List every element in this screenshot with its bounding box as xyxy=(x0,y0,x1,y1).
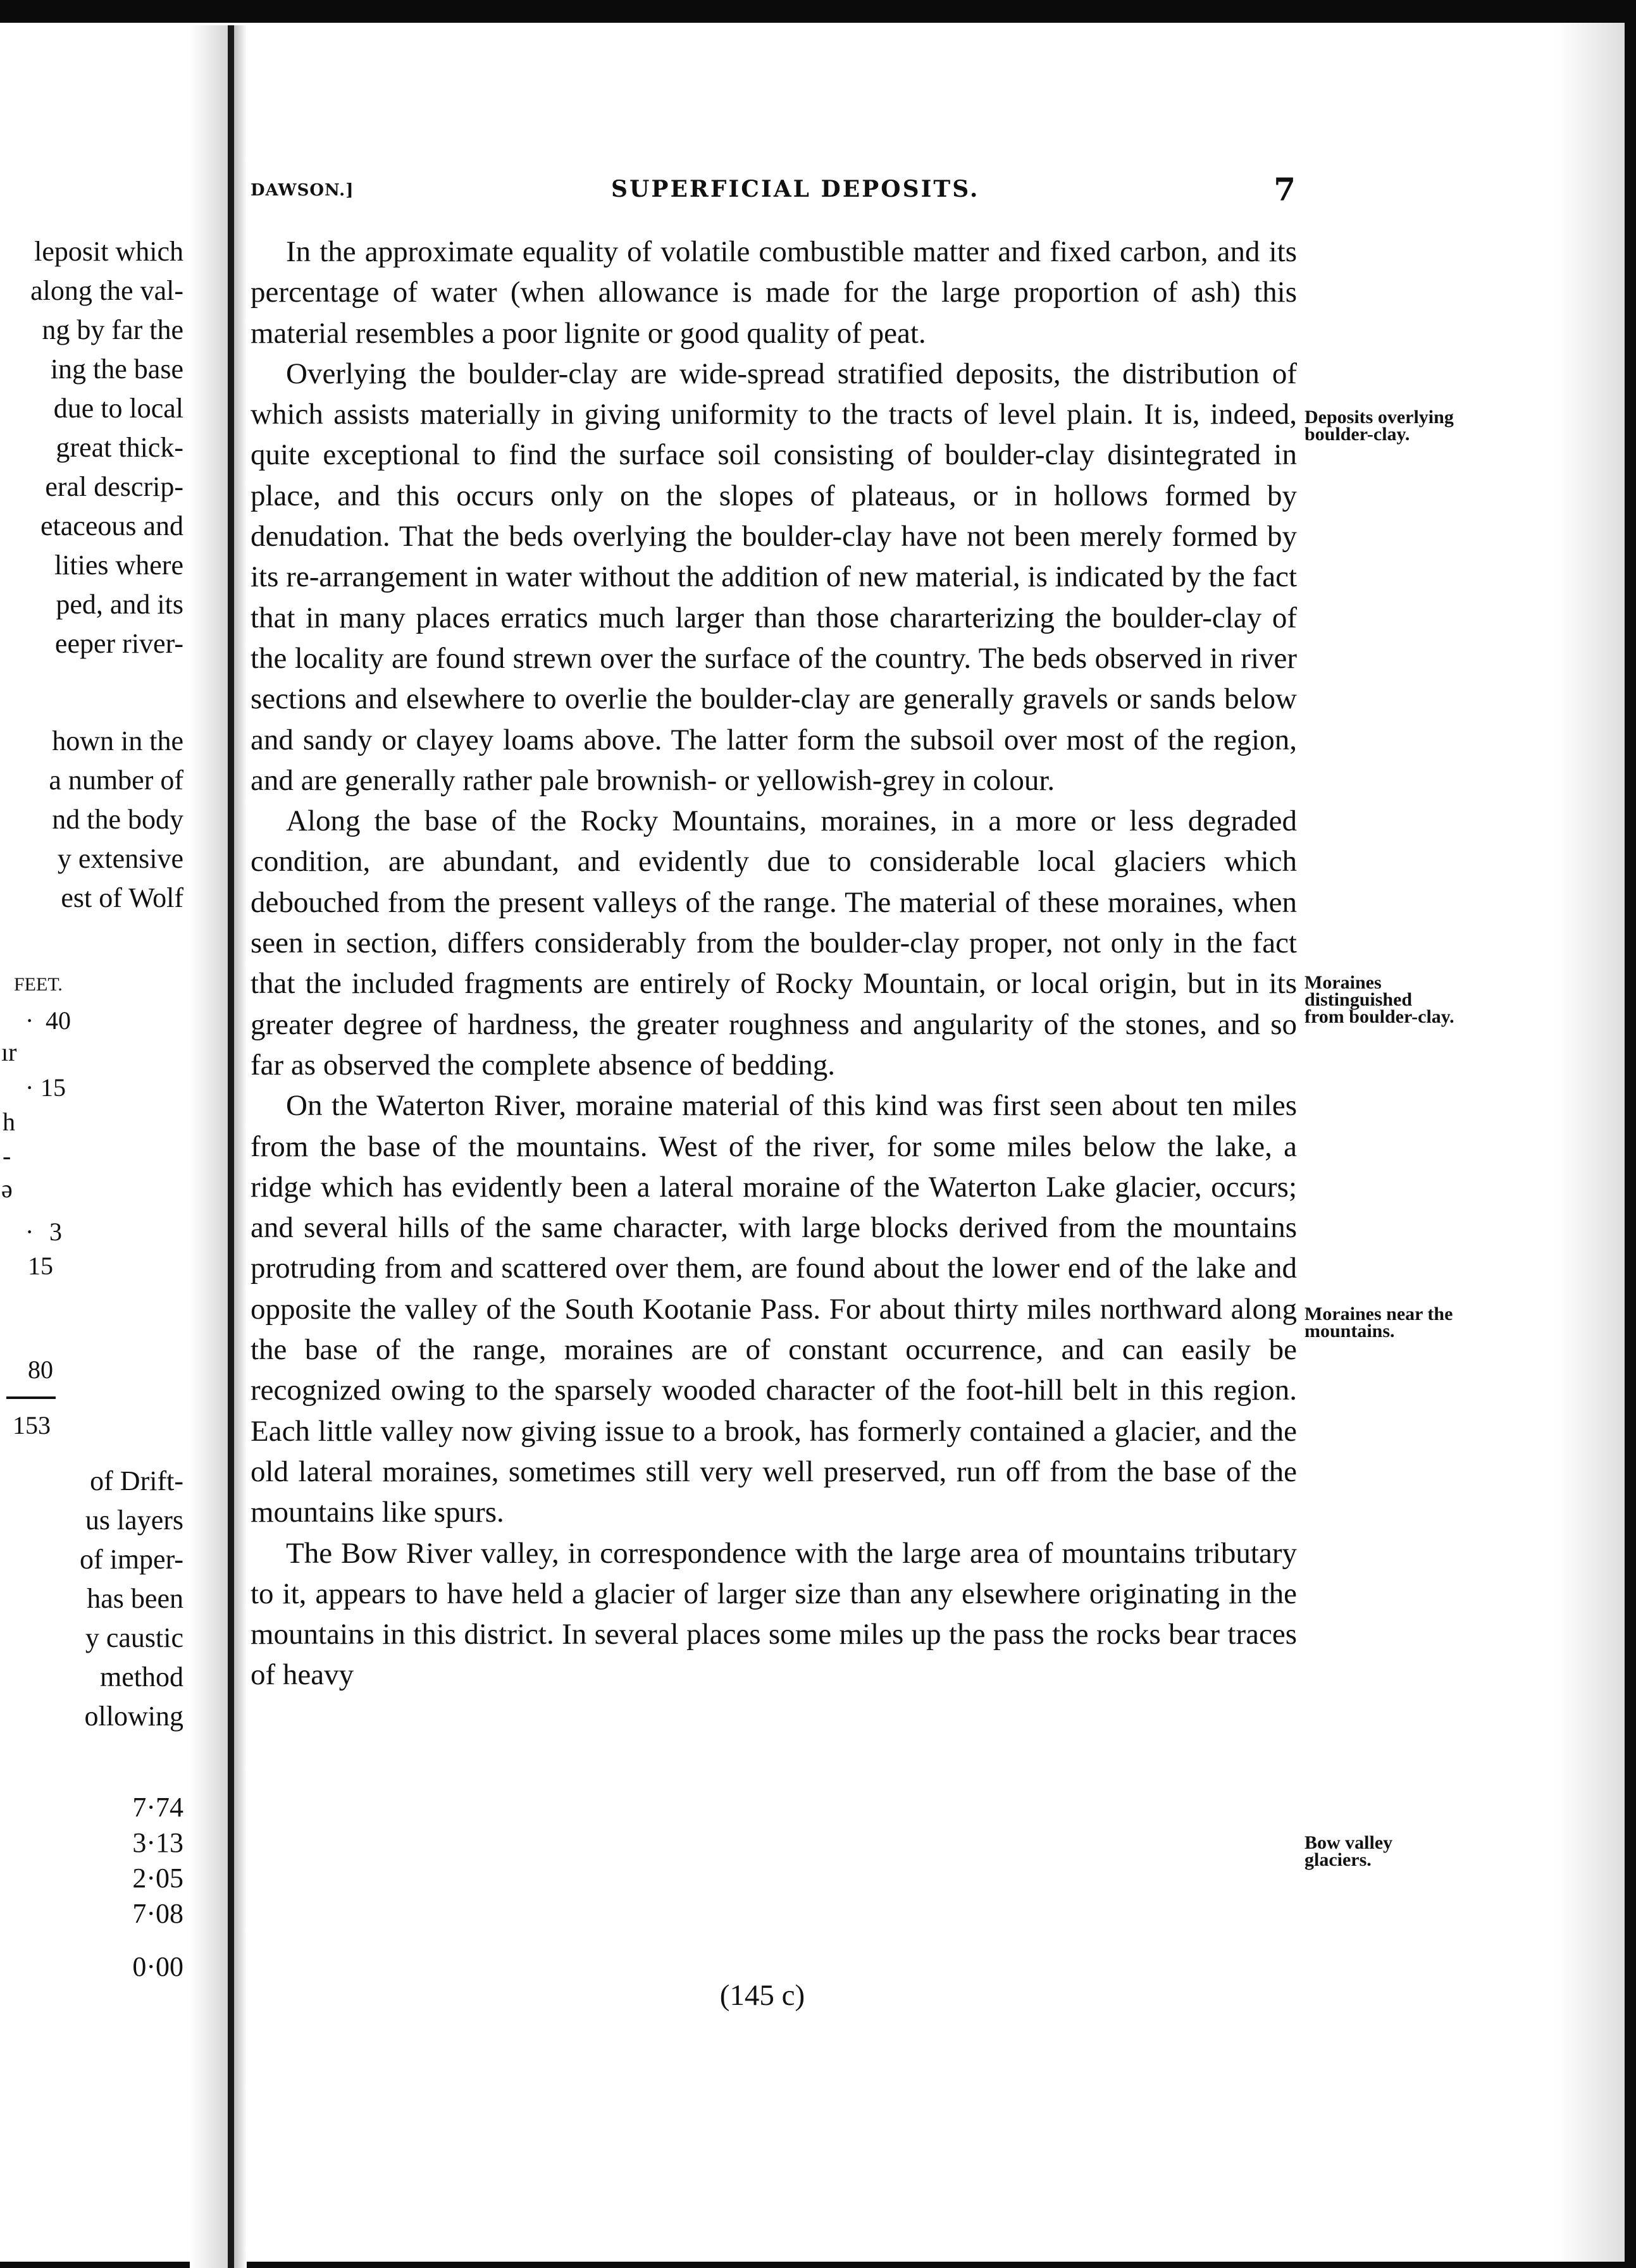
table-value: 40 xyxy=(46,1006,71,1035)
margin-note-bow-valley: Bow valley glaciers. xyxy=(1304,1832,1393,1870)
margin-note-deposits: Deposits overlying boulder-clay. xyxy=(1304,407,1454,445)
book-gutter xyxy=(228,25,234,2268)
table-rule xyxy=(6,1396,56,1399)
table-mark: · xyxy=(25,1217,34,1246)
table-mark: ə xyxy=(1,1174,13,1203)
left-fragment-line: est of Wolf xyxy=(61,882,183,913)
left-fragment-line: of Drift- xyxy=(90,1465,183,1496)
paragraph: In the approximate equality of volatile combustible matter and fixed carbon, and its percentage of water (when allowance is made for the large proportion of ash) this material resembles a poor lignite or good quality of peat. xyxy=(251,235,1297,350)
margin-note-moraines-distinguished: Moraines distinguished from boulder-clay. xyxy=(1304,972,1454,1027)
left-fragment-line: eeper river- xyxy=(54,628,183,659)
left-fragment-line: leposit which xyxy=(34,236,183,267)
left-fragment-number: 2·05 xyxy=(132,1863,183,1894)
table-mark: - xyxy=(3,1142,11,1170)
table-header: FEET. xyxy=(14,974,63,995)
header-author: DAWSON.] xyxy=(251,181,354,200)
header-title: SUPERFICIAL DEPOSITS. xyxy=(611,176,980,202)
margin-note-moraines-near: Moraines near the mountains. xyxy=(1304,1303,1453,1341)
left-fragment-line: ped, and its xyxy=(56,589,183,620)
left-fragment-line: ing the base xyxy=(50,354,183,385)
page-number: 7 xyxy=(1273,171,1296,208)
left-fragment-line: y caustic xyxy=(85,1622,183,1653)
binding-shadow-left xyxy=(190,25,228,2268)
table-value: 80 xyxy=(28,1355,53,1384)
paragraph: Overlying the boulder-clay are wide-spread stratified deposits, the distribution of which assists materially in giving uniformity to the tracts of level plain. It is, indeed, quite exceptional to find the surface soil consisting of boulder-clay disintegrated in place, and this occurs only on the slopes of plateaus, or in hollows formed by denudation. That the beds overlying the boulder-clay have not been merely formed by its re-arrangement in water without the addition of new material, is indicated by the fact that in many places erratics much larger than those chararterizing the boulder-clay of the locality are found strewn over the surface of the country. The beds observed in river sections and elsewhere to overlie the boulder-clay are generally gravels or sands below and sandy or clayey loams above. The latter form the subsoil over most of the region, and are generally rather pale brownish- or yellowish-grey in colour. xyxy=(251,357,1297,797)
left-fragment-line: great thick- xyxy=(56,432,183,463)
table-value: 15 xyxy=(28,1252,53,1280)
folio: (145 c) xyxy=(719,1979,805,2012)
page-edge-shadow xyxy=(1556,23,1625,2262)
left-fragment-number: 0·00 xyxy=(132,1951,183,1982)
scan-border-right xyxy=(1625,0,1636,2268)
left-fragment-line: of imper- xyxy=(79,1544,183,1575)
left-fragment-line: etaceous and xyxy=(40,510,183,541)
binding-shadow-right xyxy=(234,25,247,2268)
left-fragment-line: y extensive xyxy=(57,843,183,874)
left-fragment-number: 7·74 xyxy=(132,1792,183,1823)
left-page-fragment xyxy=(0,0,190,2268)
body-text xyxy=(251,231,1297,1696)
paragraph: Along the base of the Rocky Mountains, moraines, in a more or less degraded condition, are abundant, and evidently due to considerable local glaciers which debouched from the present valleys of the range. The material of these moraines, when seen in section, differs considerably from the boulder-clay proper, not only in the fact that the included fragments are entirely of Rocky Mountain, or local origin, but in its greater degree of hardness, the greater roughness and angularity of the stones, and so far as observed the complete absence of bedding. xyxy=(251,804,1297,1082)
left-fragment-line: has been xyxy=(87,1583,183,1614)
table-tail: ır xyxy=(1,1038,17,1066)
table-tail: h xyxy=(3,1107,15,1136)
left-fragment-number: 7·08 xyxy=(132,1898,183,1929)
left-fragment-line: lities where xyxy=(54,550,183,581)
left-fragment-line: hown in the xyxy=(52,725,183,756)
left-fragment-line: us layers xyxy=(85,1505,183,1536)
left-fragment-line: along the val- xyxy=(30,275,183,306)
left-fragment-line: due to local xyxy=(53,393,183,424)
table-value: 15 xyxy=(40,1073,66,1102)
table-mark: · xyxy=(25,1073,34,1102)
left-fragment-line: ng by far the xyxy=(42,314,183,345)
left-fragment-number: 3·13 xyxy=(132,1827,183,1858)
left-fragment-line: method xyxy=(100,1661,183,1692)
table-value: 3 xyxy=(49,1217,62,1246)
paragraph: On the Waterton River, moraine material of this kind was first seen about ten miles from the base of the mountains. West of the river, for some miles below the lake, a ridge which has evidently been a lateral moraine of the Waterton Lake glacier, occurs; and several hills of the same character, with large blocks derived from the mountains protruding from and scattered over them, are found about the lower end of the lake and opposite the valley of the South Kootanie Pass. For about thirty miles northward along the base of the range, moraines are of constant occurrence, and can easily be recognized owing to the sparsely wooded character of the foot-hill belt in this region. Each little valley now giving issue to a brook, has formerly contained a glacier, and the old lateral moraines, sometimes still very well preserved, run off from the base of the mountains like spurs. xyxy=(251,1089,1297,1529)
table-mark: · xyxy=(25,1006,34,1035)
paragraph: The Bow River valley, in correspondence with the large area of mountains tributary to it, appears to have held a glacier of larger size than any elsewhere originating in the mountains in this district. In several places some miles up the pass the rocks bear traces of heavy xyxy=(251,1536,1297,1692)
scan-border-top xyxy=(0,0,1636,23)
table-total: 153 xyxy=(13,1411,51,1439)
left-fragment-line: nd the body xyxy=(52,804,183,835)
left-fragment-line: eral descrip- xyxy=(45,471,183,502)
running-header xyxy=(251,171,1301,209)
left-fragment-line: a number of xyxy=(49,765,183,796)
left-fragment-line: ollowing xyxy=(84,1701,183,1732)
